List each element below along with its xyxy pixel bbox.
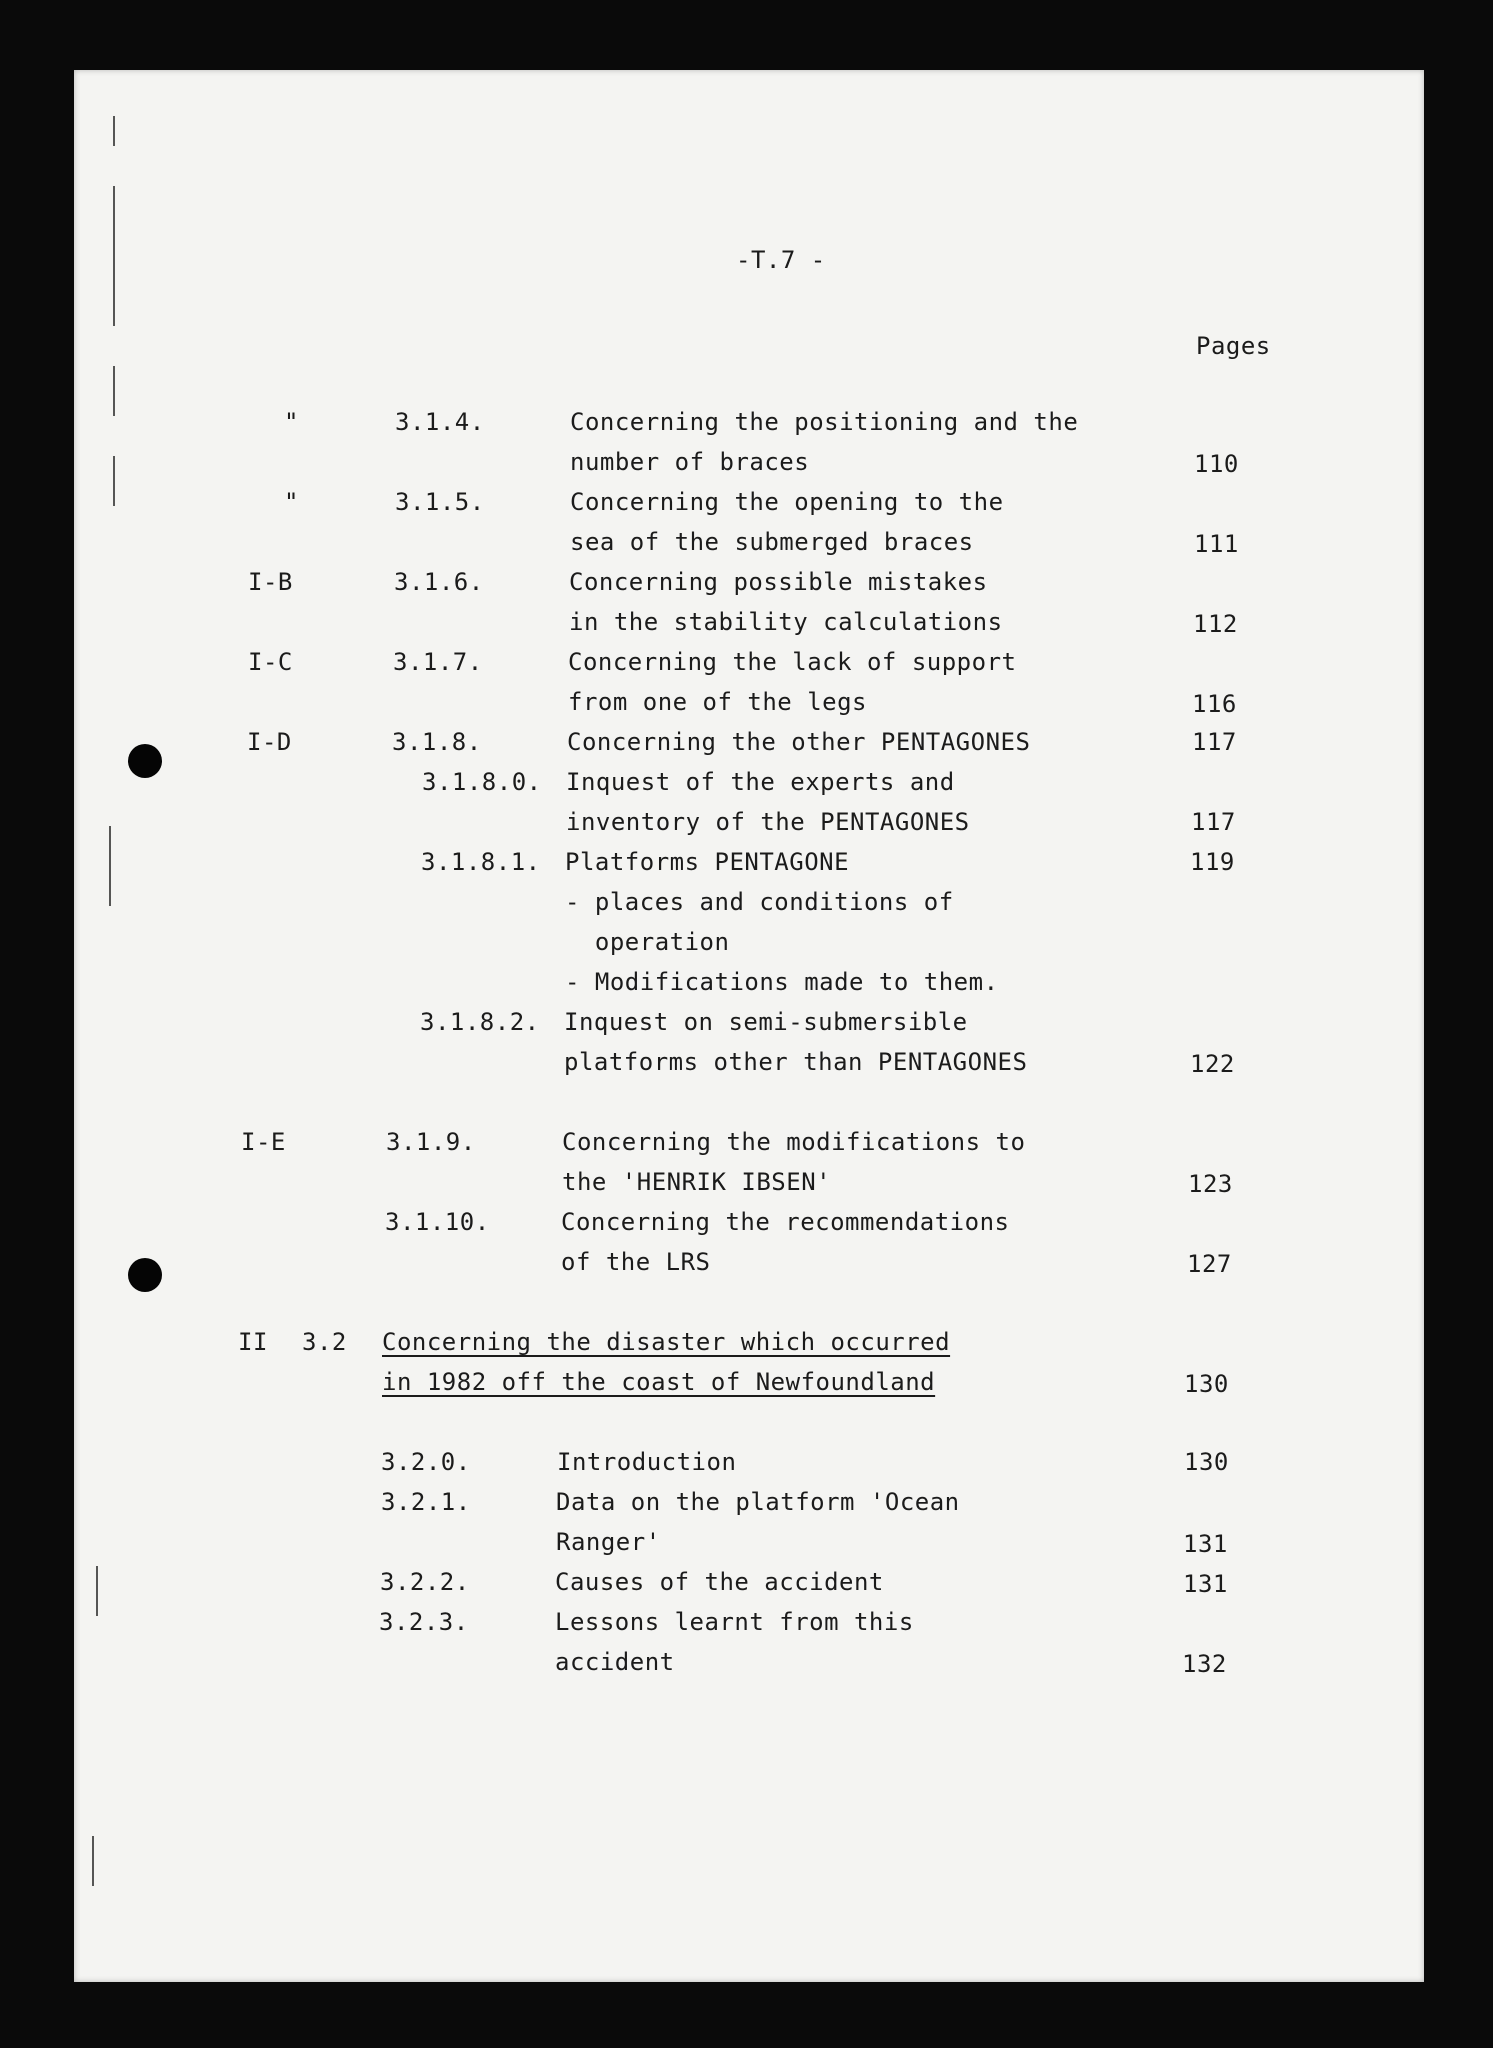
toc-title-line: inventory of the PENTAGONES bbox=[566, 808, 970, 836]
toc-number: 3.1.6. bbox=[394, 568, 484, 596]
toc-page-number: 116 bbox=[1192, 690, 1237, 718]
toc-number: 3.1.9. bbox=[386, 1128, 476, 1156]
toc-page-number: 119 bbox=[1190, 848, 1235, 876]
margin-mark bbox=[113, 116, 115, 146]
toc-title-line: Data on the platform 'Ocean bbox=[556, 1488, 960, 1516]
toc-number: 3.2.3. bbox=[379, 1608, 469, 1636]
toc-page-number: 112 bbox=[1193, 610, 1238, 638]
toc-page-number: 131 bbox=[1183, 1530, 1228, 1558]
margin-mark bbox=[113, 366, 115, 416]
toc-marker: " bbox=[284, 488, 299, 516]
toc-page-number: 132 bbox=[1182, 1650, 1227, 1678]
toc-title-line: - places and conditions of bbox=[565, 888, 954, 916]
toc-title-line: Concerning possible mistakes bbox=[569, 568, 988, 596]
toc-title-line: Concerning the lack of support bbox=[568, 648, 1017, 676]
toc-number: 3.1.8. bbox=[392, 728, 482, 756]
toc-marker: II bbox=[238, 1328, 268, 1356]
toc-marker: I-D bbox=[247, 728, 292, 756]
toc-title-line: Concerning the other PENTAGONES bbox=[567, 728, 1031, 756]
page-label: -T.7 - bbox=[736, 246, 826, 274]
margin-mark bbox=[113, 456, 115, 506]
toc-title-line: Concerning the recommendations bbox=[561, 1208, 1010, 1236]
toc-page-number: 130 bbox=[1184, 1370, 1229, 1398]
margin-mark bbox=[92, 1836, 94, 1886]
toc-number: 3.1.7. bbox=[393, 648, 483, 676]
pages-heading: Pages bbox=[1196, 332, 1271, 360]
toc-title-line: of the LRS bbox=[561, 1248, 711, 1276]
toc-number: 3.1.10. bbox=[385, 1208, 490, 1236]
toc-title-line: Ranger' bbox=[556, 1528, 661, 1556]
toc-title-line: Concerning the modifications to bbox=[562, 1128, 1026, 1156]
toc-title-line: - Modifications made to them. bbox=[565, 968, 999, 996]
toc-title-line: sea of the submerged braces bbox=[570, 528, 974, 556]
toc-title-line: Concerning the positioning and the bbox=[570, 408, 1079, 436]
toc-page-number: 122 bbox=[1190, 1050, 1235, 1078]
toc-page-number: 123 bbox=[1188, 1170, 1233, 1198]
toc-title-line: from one of the legs bbox=[568, 688, 867, 716]
toc-title-line: number of braces bbox=[570, 448, 810, 476]
toc-section-title-line: Concerning the disaster which occurred bbox=[382, 1328, 951, 1356]
toc-number: 3.1.4. bbox=[395, 408, 485, 436]
toc-page-number: 117 bbox=[1192, 728, 1237, 756]
toc-page-number: 111 bbox=[1194, 530, 1239, 558]
toc-section-title-line: in 1982 off the coast of Newfoundland bbox=[382, 1368, 936, 1396]
margin-mark bbox=[109, 826, 111, 906]
toc-title-line: Lessons learnt from this bbox=[555, 1608, 914, 1636]
toc-number: 3.1.8.0. bbox=[422, 768, 542, 796]
punch-hole bbox=[128, 744, 162, 778]
toc-number: 3.2 bbox=[302, 1328, 347, 1356]
toc-marker: I-B bbox=[248, 568, 293, 596]
toc-page-number: 131 bbox=[1183, 1570, 1228, 1598]
toc-page-number: 110 bbox=[1194, 450, 1239, 478]
toc-title-line: accident bbox=[555, 1648, 675, 1676]
toc-page-number: 127 bbox=[1187, 1250, 1232, 1278]
punch-hole bbox=[128, 1258, 162, 1292]
toc-number: 3.1.8.1. bbox=[421, 848, 541, 876]
toc-marker: " bbox=[284, 408, 299, 436]
toc-number: 3.2.2. bbox=[380, 1568, 470, 1596]
toc-title-line: Inquest of the experts and bbox=[566, 768, 955, 796]
toc-page-number: 130 bbox=[1184, 1448, 1229, 1476]
toc-number: 3.2.0. bbox=[381, 1448, 471, 1476]
toc-number: 3.1.5. bbox=[395, 488, 485, 516]
toc-title-line: operation bbox=[565, 928, 730, 956]
toc-title-line: Causes of the accident bbox=[555, 1568, 884, 1596]
toc-marker: I-E bbox=[241, 1128, 286, 1156]
toc-title-line: Inquest on semi-submersible bbox=[564, 1008, 968, 1036]
toc-page-number: 117 bbox=[1191, 808, 1236, 836]
toc-title-line: platforms other than PENTAGONES bbox=[564, 1048, 1028, 1076]
toc-title-line: in the stability calculations bbox=[569, 608, 1003, 636]
toc-title-line: Platforms PENTAGONE bbox=[565, 848, 850, 876]
toc-number: 3.1.8.2. bbox=[420, 1008, 540, 1036]
margin-mark bbox=[96, 1566, 98, 1616]
toc-marker: I-C bbox=[248, 648, 293, 676]
toc-title-line: the 'HENRIK IBSEN' bbox=[562, 1168, 832, 1196]
toc-title-line: Concerning the opening to the bbox=[570, 488, 1004, 516]
margin-mark bbox=[113, 186, 115, 326]
toc-title-line: Introduction bbox=[557, 1448, 737, 1476]
toc-number: 3.2.1. bbox=[381, 1488, 471, 1516]
